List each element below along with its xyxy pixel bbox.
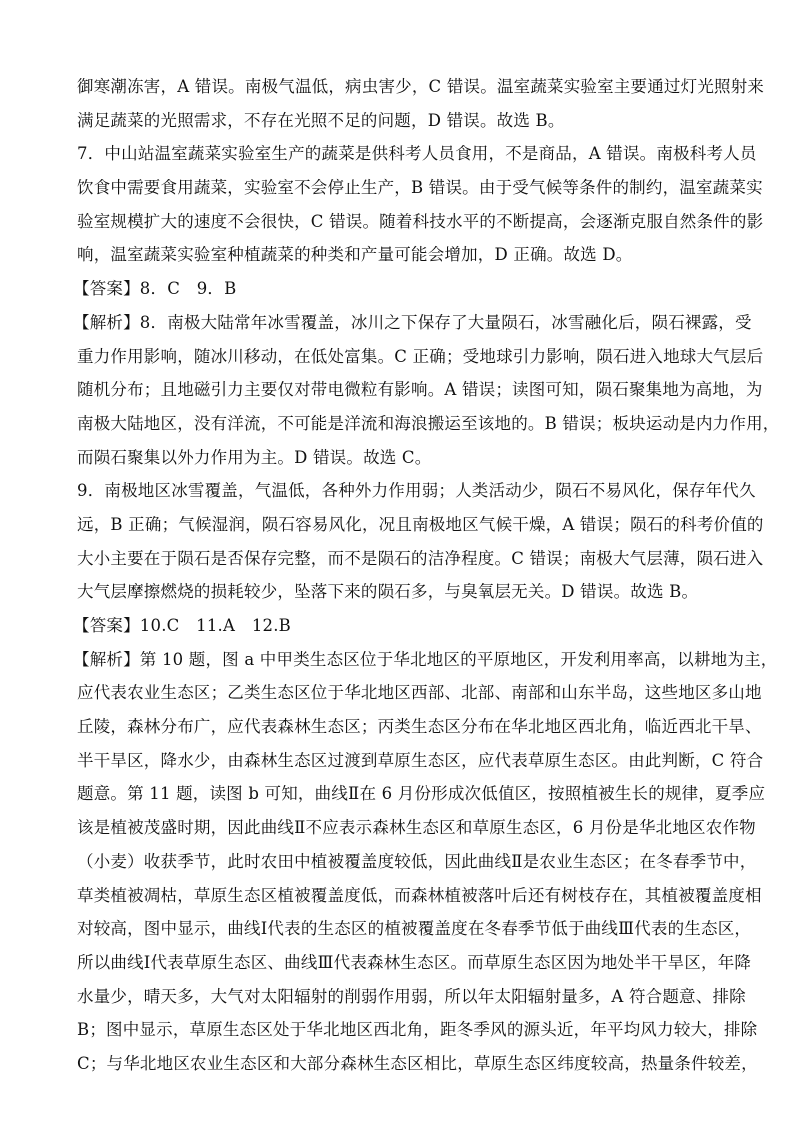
text-line: 应代表农业生态区；乙类生态区位于华北地区西部、北部、南部和山东半岛，这些地区多山地	[77, 683, 762, 703]
text-line: 而陨石聚集以外力作用为主。D 错误。故选 C。	[77, 447, 432, 467]
text-line: 对较高，图中显示，曲线Ⅰ代表的生态区的植被覆盖度在冬春季节低于曲线Ⅲ代表的生态区，	[77, 919, 752, 939]
answer-explanation-text	[73, 70, 780, 1081]
text-line: 大气层摩擦燃烧的损耗较少，坠落下来的陨石多，与臭氧层无关。D 错误。故选 B。	[77, 582, 699, 602]
answer-line: 【答案】8．C 9．B	[73, 279, 237, 299]
text-line: 水量少，晴天多，大气对太阳辐射的削弱作用弱，所以年太阳辐射量多，A 符合题意、排除	[77, 986, 746, 1006]
text-line: （小麦）收获季节，此时农田中植被覆盖度较低，因此曲线Ⅱ是农业生态区；在冬春季节中，	[77, 851, 757, 871]
analysis-line: 【解析】8．南极大陆常年冰雪覆盖，冰川之下保存了大量陨石，冰雪融化后，陨石裸露，受	[73, 312, 752, 332]
text-line: 9．南极地区冰雪覆盖，气温低，各种外力作用弱；人类活动少，陨石不易风化，保存年代久	[77, 481, 756, 501]
text-line: 饮食中需要食用蔬菜，实验室不会停止生产，B 错误。由于受气候等条件的制约，温室蔬菜实	[77, 178, 763, 198]
text-line: 草类植被凋枯，草原生态区植被覆盖度低，而森林植被落叶后还有树枝存在，其植被覆盖度相	[77, 885, 762, 905]
text-line: 验室规模扩大的速度不会很快，C 错误。随着科技水平的不断提高，会逐渐克服自然条件的影	[77, 211, 764, 231]
text-line: 7．中山站温室蔬菜实验室生产的蔬菜是供科考人员食用，不是商品，A 错误。南极科考人员	[77, 144, 757, 164]
text-line: 南极大陆地区，没有洋流，不可能是洋流和海浪搬运至该地的。B 错误；板块运动是内力作用，	[77, 413, 780, 433]
text-line: C；与华北地区农业生态区和大部分森林生态区相比，草原生态区纬度较高，热量条件较差，	[77, 1053, 758, 1073]
text-line: 御寒潮冻害，A 错误。南极气温低，病虫害少，C 错误。温室蔬菜实验室主要通过灯光照射来	[77, 77, 765, 96]
text-line: 响，温室蔬菜实验室种植蔬菜的种类和产量可能会增加，D 正确。故选 D。	[77, 245, 633, 265]
text-line: 满足蔬菜的光照需求，不存在光照不足的问题，D 错误。故选 B。	[77, 110, 565, 130]
text-line: B；图中显示，草原生态区处于华北地区西北角，距冬季风的源头近，年平均风力较大，排除	[77, 1020, 758, 1040]
text-line: 题意。第 11 题，读图 b 可知，曲线Ⅱ在 6 月份形成次低值区，按照植被生长的规律，夏季应	[77, 784, 766, 804]
text-line: 所以曲线Ⅰ代表草原生态区、曲线Ⅲ代表森林生态区。而草原生态区因为地处半干旱区，年降	[77, 952, 752, 972]
text-line: 半干旱区，降水少，由森林生态区过渡到草原生态区，应代表草原生态区。由此判断，C 符合	[77, 750, 764, 770]
text-line: 该是植被茂盛时期，因此曲线Ⅱ不应表示森林生态区和草原生态区，6 月份是华北地区农作物	[77, 818, 756, 838]
answer-line: 【答案】10.C 11.A 12.B	[73, 616, 291, 635]
text-line: 重力作用影响，随冰川移动，在低处富集。C 正确；受地球引力影响，陨石进入地球大气层后	[77, 346, 764, 366]
text-line: 大小主要在于陨石是否保存完整，而不是陨石的洁净程度。C 错误；南极大气层薄，陨石进入	[77, 548, 764, 568]
analysis-line: 【解析】第 10 题，图 a 中甲类生态区位于华北地区的平原地区，开发利用率高，以耕地为主，	[73, 649, 778, 669]
text-line: 丘陵，森林分布广，应代表森林生态区；丙类生态区分布在华北地区西北角，临近西北干旱、	[77, 717, 762, 737]
text-line: 远，B 正确；气候湿润，陨石容易风化，况且南极地区气候干燥，A 错误；陨石的科考价值的	[77, 514, 764, 534]
text-line: 随机分布；且地磁引力主要仅对带电微粒有影响。A 错误；读图可知，陨石聚集地为高地，为	[77, 380, 763, 400]
